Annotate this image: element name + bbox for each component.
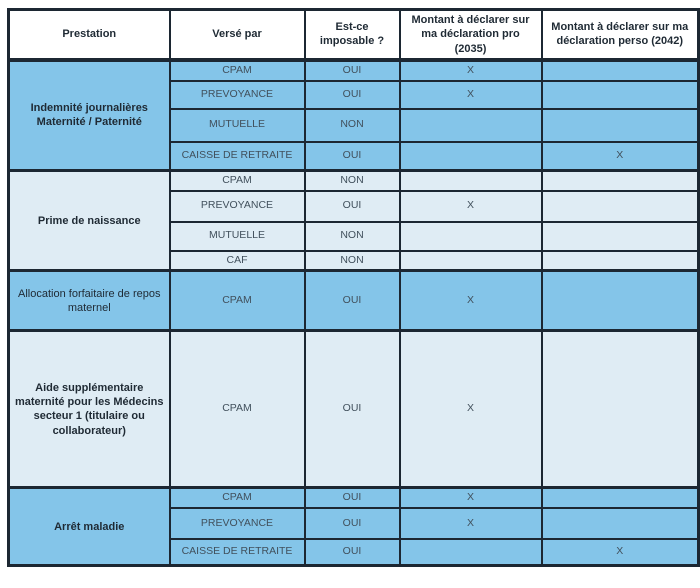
cell-declaration-perso (542, 109, 699, 142)
cell-declaration-perso (542, 60, 699, 81)
cell-taxable: OUI (305, 539, 400, 566)
cell-declaration-perso (542, 251, 699, 271)
cell-declaration-pro (400, 539, 542, 566)
cell-taxable: NON (305, 109, 400, 142)
cell-taxable: OUI (305, 331, 400, 488)
cell-declaration-pro: X (400, 81, 542, 109)
cell-taxable: NON (305, 171, 400, 191)
cell-taxable: OUI (305, 81, 400, 109)
column-header-imposable: Est-ce imposable ? (305, 10, 400, 60)
cell-paid-by: CAISSE DE RETRAITE (170, 142, 305, 171)
prestation-cell: Indemnité journalières Maternité / Paternité (9, 60, 170, 171)
cell-declaration-perso (542, 271, 699, 331)
cell-declaration-perso (542, 508, 699, 539)
prestation-cell: Allocation forfaitaire de repos maternel (9, 271, 170, 331)
cell-paid-by: MUTUELLE (170, 222, 305, 251)
table-row (9, 488, 699, 508)
cell-declaration-pro: X (400, 331, 542, 488)
cell-taxable: OUI (305, 191, 400, 222)
cell-paid-by: PREVOYANCE (170, 81, 305, 109)
cell-declaration-perso (542, 222, 699, 251)
table-header (9, 10, 699, 60)
table-row (9, 271, 699, 331)
cell-declaration-perso: X (542, 142, 699, 171)
cell-declaration-pro (400, 142, 542, 171)
cell-declaration-perso: X (542, 539, 699, 566)
cell-declaration-perso (542, 488, 699, 508)
cell-taxable: NON (305, 222, 400, 251)
cell-declaration-pro (400, 171, 542, 191)
column-header-declaration-perso: Montant à déclarer sur ma déclaration perso (2042) (542, 10, 699, 60)
prestations-table (7, 8, 700, 567)
prestation-cell: Prime de naissance (9, 171, 170, 271)
cell-paid-by: CPAM (170, 488, 305, 508)
cell-declaration-pro: X (400, 488, 542, 508)
cell-declaration-pro (400, 251, 542, 271)
cell-declaration-perso (542, 191, 699, 222)
cell-declaration-perso (542, 331, 699, 488)
cell-declaration-perso (542, 171, 699, 191)
cell-declaration-pro: X (400, 271, 542, 331)
cell-paid-by: CPAM (170, 60, 305, 81)
cell-taxable: OUI (305, 60, 400, 81)
cell-paid-by: CPAM (170, 271, 305, 331)
column-header-declaration-pro: Montant à déclarer sur ma déclaration pro (2035) (400, 10, 542, 60)
cell-paid-by: CPAM (170, 331, 305, 488)
cell-paid-by: CPAM (170, 171, 305, 191)
cell-paid-by: CAISSE DE RETRAITE (170, 539, 305, 566)
cell-taxable: OUI (305, 142, 400, 171)
cell-paid-by: PREVOYANCE (170, 508, 305, 539)
cell-declaration-pro (400, 222, 542, 251)
prestation-cell: Arrêt maladie (9, 488, 170, 566)
cell-paid-by: PREVOYANCE (170, 191, 305, 222)
cell-declaration-perso (542, 81, 699, 109)
table-row (9, 331, 699, 488)
cell-declaration-pro: X (400, 191, 542, 222)
cell-declaration-pro: X (400, 60, 542, 81)
table-body (9, 60, 699, 566)
cell-taxable: NON (305, 251, 400, 271)
table-row (9, 171, 699, 191)
column-header-prestation: Prestation (9, 10, 170, 60)
cell-paid-by: MUTUELLE (170, 109, 305, 142)
cell-taxable: OUI (305, 488, 400, 508)
prestation-cell: Aide supplémentaire maternité pour les Médecins secteur 1 (titulaire ou collaborateur) (9, 331, 170, 488)
cell-taxable: OUI (305, 271, 400, 331)
table-row (9, 60, 699, 81)
cell-taxable: OUI (305, 508, 400, 539)
header-row (9, 10, 699, 60)
cell-declaration-pro (400, 109, 542, 142)
cell-paid-by: CAF (170, 251, 305, 271)
column-header-verse-par: Versé par (170, 10, 305, 60)
cell-declaration-pro: X (400, 508, 542, 539)
